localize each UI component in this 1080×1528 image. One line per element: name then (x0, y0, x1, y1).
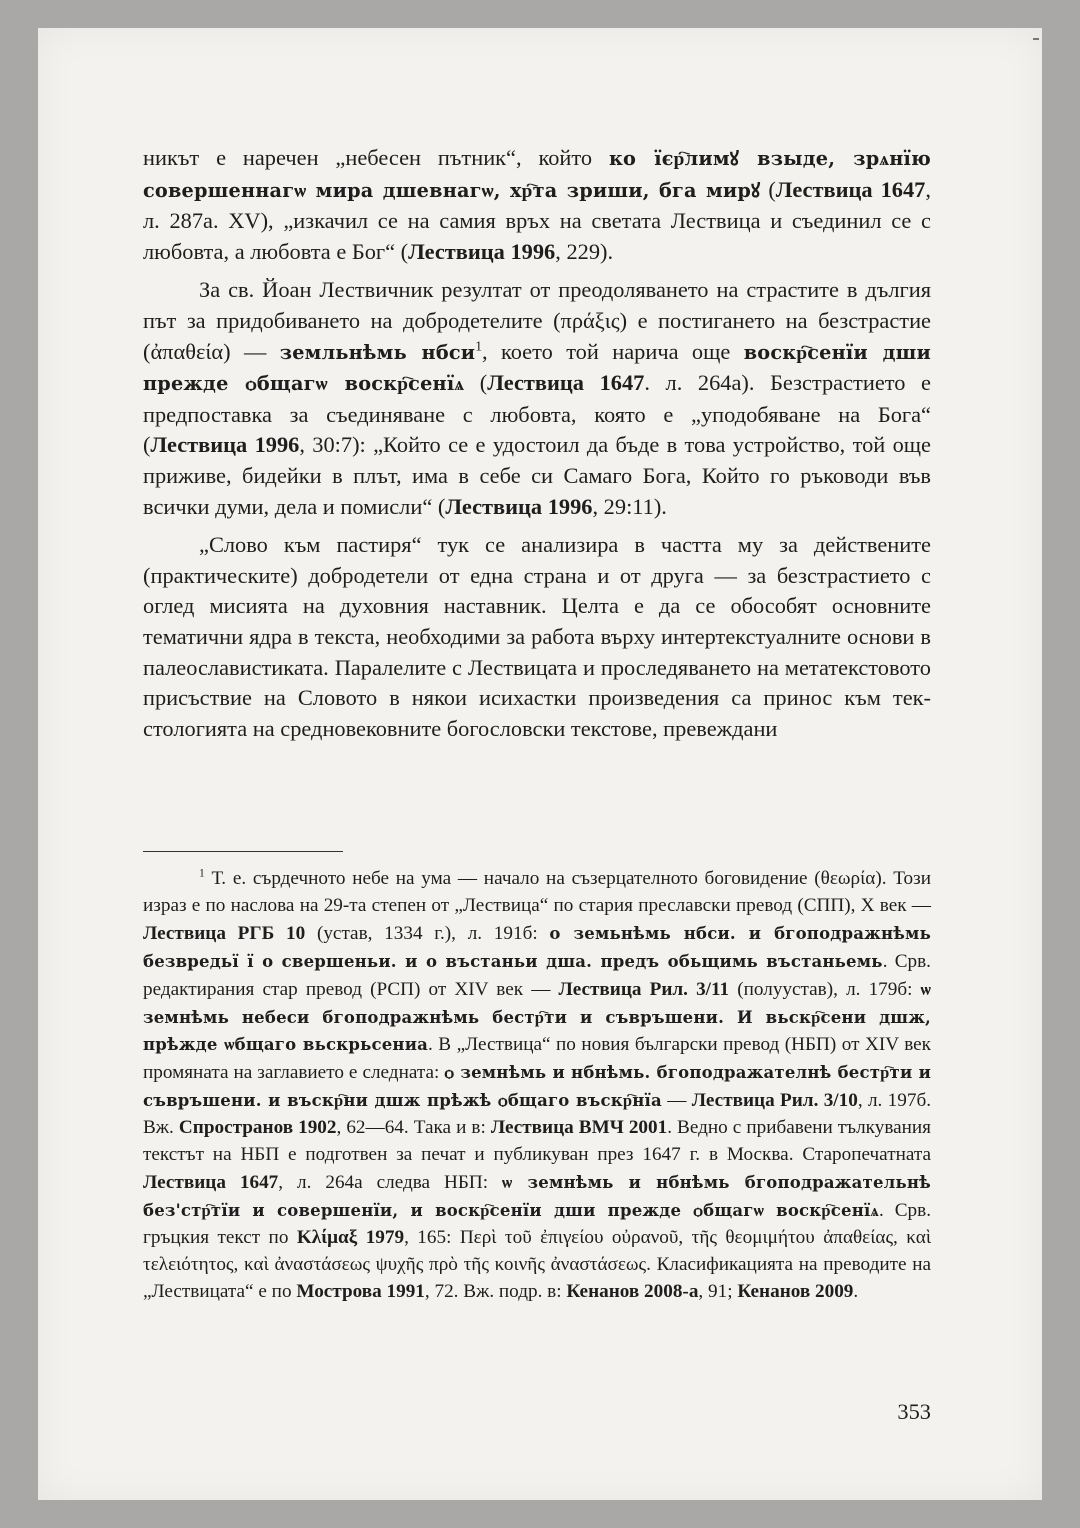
paragraph-3: „Слово към пастиря“ тук се анализира в частта му за действените (практическите) добродетели от една страна и от друга — за безстрастието с оглед мисията на духовния наставник. Целта е да се обособят основните тематични ядра в текста, необходими за работа върху интертекстуалните основи в палеославистиката. Паралелите с Лествицата и проследяването на метатекстовото присъствие на Словото в някои исихастки произведения са принос към текстологията на средновековните богословски текстове, превеждани (143, 532, 931, 741)
church-slavonic-quote: земльнѣмь нбси (279, 340, 476, 364)
citation: Лествица 1996 (408, 238, 556, 264)
citation: Лествица Рил. 3/11 (558, 978, 730, 1000)
church-slavonic-quote: о земьнѣмь нбси. и бгоподражнѣмь безвредьї ї о свершеньи. и о въстаньи дша. предъ обьщимь въстаньемь (143, 922, 931, 971)
paragraph-2: За св. Йоан Лествичник резултат от преодоляването на страстите в дългия път за придобиването на добродетелите (πράξις) е постигането на безстрастие (ἀπαθεία) — земльнѣмь нбси$^1$, което той нарича още воскр҇сенїи дши прежде ѻбщагѡ воскр҇сенїѧ (Лествица 1647. л. 264а). Безстрастието е предпоставка за съединяване с любовта, която е „уподобяване на Бога“ (Лествица 1996, 30:7): „Който се е удостоил да бъде в това устройство, той още приживе, бидейки в плът, има в себе си Самаго Бога, Който го ръководи във всички думи, дела и помисли“ (Лествица 1996, 29:11). (143, 277, 931, 519)
paragraph-1: никът е наречен „небесен пътник“, който ко їєр҇лимꙋ взыде, зрѧнїю совершеннагѡ мира дшевнагѡ, хр҇та зриши, бга мирꙋ (Лествица 1647, л. 287а. XV), „изкачил се на самия връх на светата Лествица и съединил се с любовта, а любовта е Бог“ (Лествица 1996, 229). (143, 145, 931, 264)
citation: Спространов 1902 (178, 1117, 337, 1139)
footnote-marker[interactable]: 1 (475, 338, 482, 354)
page-number: 353 (897, 1399, 931, 1424)
church-slavonic-quote: воскр҇сенїи дши прежде ѻбщагѡ воскр҇сенїѧ (143, 340, 931, 396)
footnote-1: $^1$ Т. е. сърдечното небе на ума — начало на съзерцателното боговидение (θεωρία). Този израз е по наслова на 29-та степен от „Лествица“ по стария преславски превод (СПП), X век — Лествица РГБ 10 (устав, 1334 г.), л. 191б: о земьнѣмь нбси. и бгоподражнѣмь безвредьї ї о свершеньи. и о въстаньи дша. предъ обьщимь въстаньемь. Срв. редактирания стар превод (РСП) от XIV век — Лествица Рил. 3/11 (полуустав), л. 179б: ѡ земнѣмь небеси бгоподражнѣмь бестр҇ти и съвръшени. И вьскр҇сени дшж, прѣжде ѡбщаго вьскрьсениа. В „Лествица“ по новия български превод (НБП) от XIV век промяната на заглавието е следната: ѻ земнѣмь и нбнѣмь. бгоподражателнѣ бестр҇ти и съвръшени. и въскр҇ни дшж прѣжѣ ѻбщаго въскр҇нїа — Лествица Рил. 3/10, л. 197б. Вж. Спространов 1902, 62—64. Така и в: Лествица ВМЧ 2001. Ведно с прибавени тълкувания текстът на НБП е подготвен за печат и публикуван през 1647 г. в Москва. Старопечатната Лествица 1647, л. 264а следва НБП: ѡ земнѣмь и нбнѣмь бгоподражательнѣ без'стр҇тїи и совершенїи, и воскр҇сенїи дши прежде ѻбщагѡ воскр҇сенїѧ. Срв. гръцкия текст по Κλίμαξ 1979, 165: Περὶ τοῦ ἐπιγείου οὐρανοῦ, τῆς θεομιμήτου ἀπαθείας, καὶ τελειότητος, καὶ ἀναστάσεως ψυχῆς πρὸ τῆς κοινῆς ἀναστάσεως. Класификацията на преводите на „Лествицата“ е по Мострова 1991, 72. Вж. подр. в: Кенанов 2008-а, 91; Кенанов 2009. (143, 867, 932, 1302)
citation: Лествица 1647 (775, 176, 926, 202)
citation: Κλίμαξ 1979 (296, 1226, 405, 1248)
citation: Лествица РГБ 10 (143, 922, 306, 944)
church-slavonic-quote: ѡ земнѣмь небеси бгоподражнѣмь бестр҇ти и съвръшени. И вьскр҇сени дшж, прѣжде ѡбщаго вьскрьсениа (143, 978, 931, 1055)
church-slavonic-quote: ѻ земнѣмь и нбнѣмь. бгоподражателнѣ бестр҇ти и съвръшени. и въскр҇ни дшж прѣжѣ ѻбщаго въскр҇нїа (143, 1062, 932, 1111)
citation: Кенанов 2009 (737, 1280, 854, 1302)
citation: Лествица ВМЧ 2001 (490, 1117, 668, 1139)
footnote-number: 1 (199, 867, 205, 880)
citation: Лествица Рил. 3/10 (691, 1090, 858, 1112)
footnote-separator (143, 851, 343, 852)
citation: Лествица 1647 (143, 1171, 279, 1193)
church-slavonic-quote: ко їєр҇лимꙋ взыде, зрѧнїю совершеннагѡ мира дшевнагѡ, хр҇та зриши, бга мирꙋ (143, 147, 931, 202)
citation: Лествица 1996 (150, 432, 300, 458)
main-text (143, 143, 931, 744)
citation: Мострова 1991 (296, 1280, 425, 1302)
citation: Лествица 1996 (445, 493, 593, 519)
citation: Лествица 1647 (487, 370, 645, 396)
citation: Кенанов 2008-а (566, 1280, 699, 1302)
church-slavonic-quote: ѡ земнѣмь и нбнѣмь бгоподражательнѣ без'стр҇тїи и совершенїи, и воскр҇сенїи дши прежде ѻбщагѡ воскр҇сенїѧ (143, 1171, 931, 1220)
